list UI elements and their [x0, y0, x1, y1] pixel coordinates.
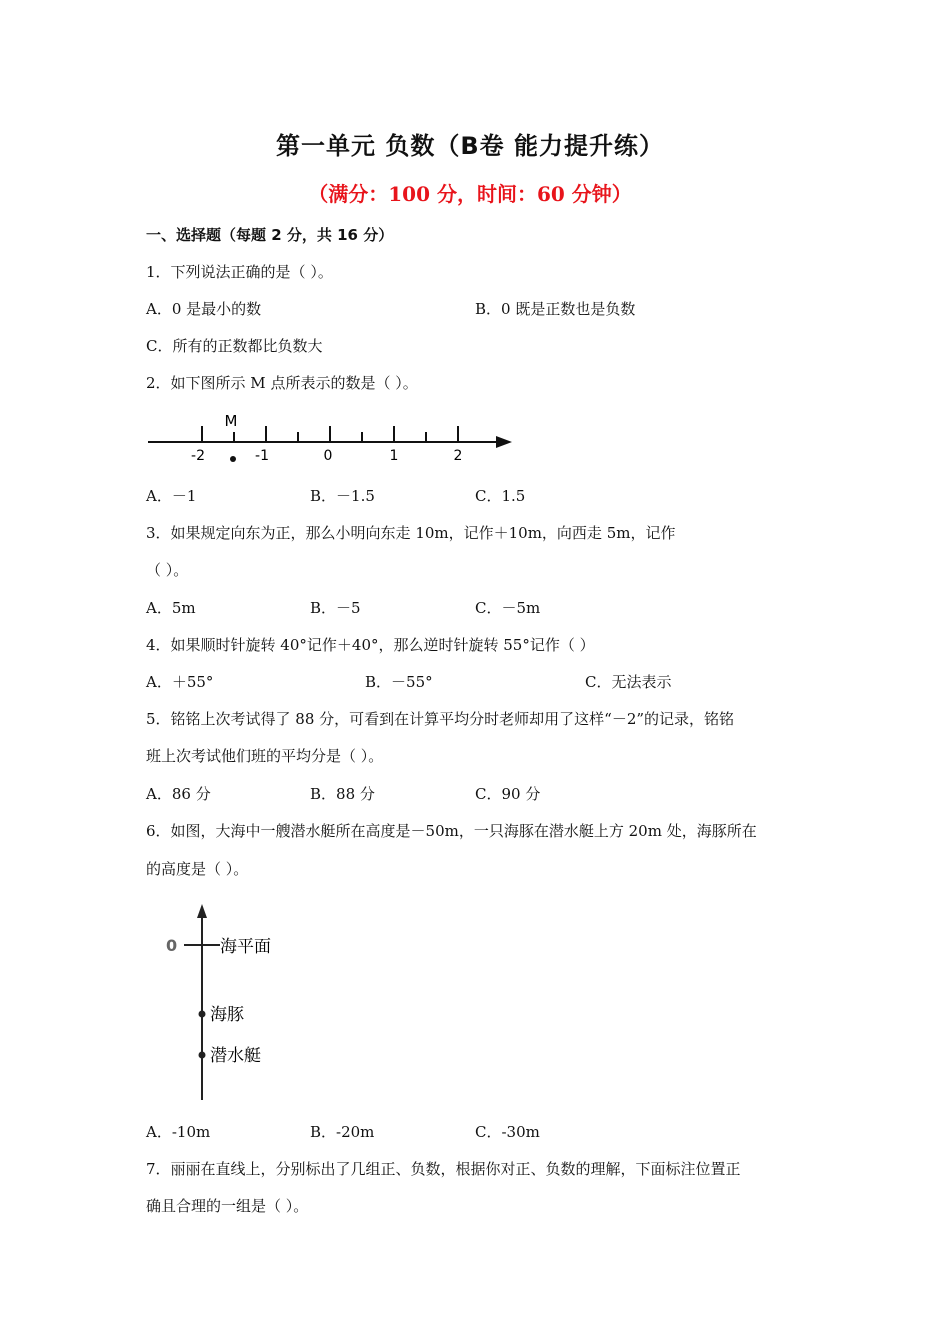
question-5-stem: 5．铭铭上次考试得了 88 分，可看到在计算平均分时老师却用了这样“－2”的记录，铭铭: [146, 710, 735, 728]
sea-depth-figure: [160, 900, 300, 1104]
submarine-label: 潜水艇: [210, 1046, 261, 1066]
tick-label: -2: [191, 448, 205, 464]
point-m-label: M: [224, 412, 238, 430]
question-1-stem: 1．下列说法正确的是（ ）。: [146, 263, 333, 281]
number-line-arrow: [496, 436, 512, 448]
number-line-figure: [140, 408, 520, 470]
question-5-option-a: A．86 分: [146, 785, 211, 803]
tick-label: 2: [453, 448, 463, 464]
question-2-option-a: A．－1: [146, 487, 197, 505]
dolphin-point: [199, 1011, 206, 1018]
question-3-option-a: A．5m: [146, 599, 196, 617]
tick-label: -1: [255, 448, 269, 464]
point-m-dot: [230, 456, 236, 462]
question-7-stem: 7．丽丽在直线上，分别标出了几组正、负数，根据你对正、负数的理解，下面标注位置正: [146, 1160, 741, 1178]
page-title: 第一单元 负数（B卷 能力提升练）: [275, 132, 664, 160]
question-4-option-c: C．无法表示: [585, 673, 672, 691]
dolphin-label: 海豚: [210, 1005, 244, 1025]
sea-level-label: 海平面: [220, 937, 271, 957]
question-1-option-a: A．0 是最小的数: [146, 300, 262, 318]
submarine-point: [199, 1052, 206, 1059]
section-heading: 一、选择题（每题 2 分，共 16 分）: [146, 226, 394, 244]
question-1-option-b: B．0 既是正数也是负数: [475, 300, 636, 318]
zero-label: 0: [166, 936, 178, 955]
question-6-option-a: A．-10m: [146, 1123, 211, 1141]
exam-info: （满分：100 分，时间：60 分钟）: [308, 182, 632, 206]
question-7-stem-line2: 确且合理的一组是（ ）。: [146, 1197, 309, 1215]
question-4-stem: 4．如果顺时针旋转 40°记作＋40°，那么逆时针旋转 55°记作（ ）: [146, 636, 595, 654]
question-5-stem-line2: 班上次考试他们班的平均分是（ ）。: [146, 747, 384, 765]
question-2-option-c: C．1.5: [475, 487, 526, 505]
question-5-option-c: C．90 分: [475, 785, 541, 803]
question-6-option-c: C．-30m: [475, 1123, 540, 1141]
tick-label: 0: [323, 448, 333, 464]
question-3-option-b: B．－5: [310, 599, 361, 617]
tick-label: 1: [389, 448, 399, 464]
question-3-option-c: C．－5m: [475, 599, 541, 617]
question-2-stem: 2．如下图所示 M 点所表示的数是（ ）。: [146, 374, 418, 392]
question-5-option-b: B．88 分: [310, 785, 375, 803]
depth-axis-arrow: [197, 904, 207, 918]
question-6-stem-line2: 的高度是（ ）。: [146, 860, 249, 878]
question-2-option-b: B．－1.5: [310, 487, 375, 505]
question-4-option-a: A．＋55°: [146, 673, 214, 691]
question-6-stem: 6．如图，大海中一艘潜水艇所在高度是－50m，一只海豚在潜水艇上方 20m 处，海豚所在: [146, 822, 757, 840]
question-3-stem-line2: （ ）。: [146, 561, 189, 579]
question-6-option-b: B．-20m: [310, 1123, 375, 1141]
question-1-option-c: C．所有的正数都比负数大: [146, 337, 323, 355]
question-3-stem: 3．如果规定向东为正，那么小明向东走 10m，记作＋10m，向西走 5m，记作: [146, 524, 676, 542]
question-4-option-b: B．－55°: [365, 673, 433, 691]
